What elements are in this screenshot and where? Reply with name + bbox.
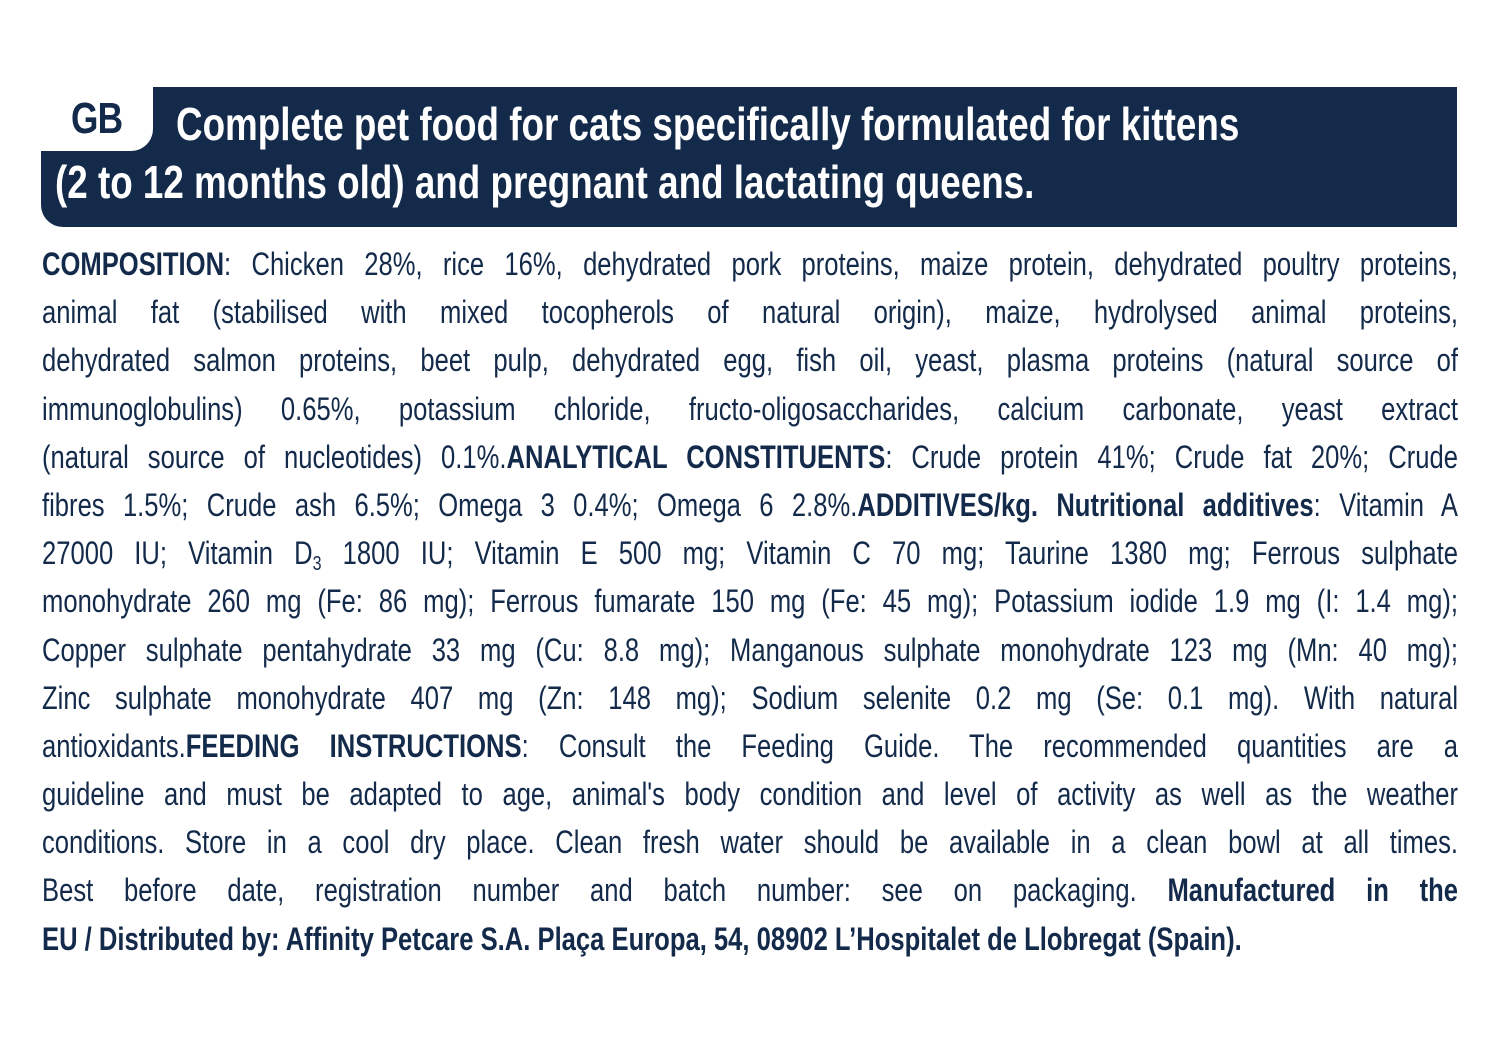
label-line-text [42,288,1458,336]
additives-text: Copper sulphate pentahydrate 33 mg (Cu: 8.8 mg); Manganous sulphate monohydrate 123 mg (Mn: 40 mg); [42,631,1458,668]
label-line [42,433,1458,481]
label-line [42,915,1458,963]
product-title-line-1: Complete pet food for cats specifically formulated for kittens [176,98,1240,150]
feeding-heading: FEEDING INSTRUCTIONS [185,727,522,764]
label-line [42,336,1458,384]
label-line-text [42,818,1458,866]
language-code: GB [71,94,123,143]
label-line [42,674,1458,722]
composition-text: dehydrated salmon proteins, beet pulp, dehydrated egg, fish oil, yeast, plasma proteins (natural source of [42,342,1458,379]
label-line [42,770,1458,818]
feeding-text: conditions. Store in a cool dry place. Clean fresh water should be available in a clean bowl at all times. [42,824,1458,861]
manufacturer-text: Manufactured in the [1136,872,1459,909]
vitamin-d-subscript: 3 [312,553,322,576]
label-line [42,481,1458,529]
feeding-text: : Consult the Feeding Guide. The recommended quantities are a [521,727,1459,764]
analytical-heading: ANALYTICAL CONSTITUENTS [506,438,886,475]
additives-text: Zinc sulphate monohydrate 407 mg (Zn: 148 mg); Sodium selenite 0.2 mg (Se: 0.1 mg). With natural [42,679,1458,716]
label-line [42,866,1458,914]
label-text [42,240,1458,963]
additives-text: : Vitamin A [1313,486,1459,523]
additives-text: 1800 IU; Vitamin E 500 mg; Vitamin C 70 mg; Taurine 1380 mg; Ferrous sulphate [321,535,1459,572]
analytical-text: fibres 1.5%; Crude ash 6.5%; Omega 3 0.4%; Omega 6 2.8%. [42,486,858,523]
additives-text: 27000 IU; Vitamin D [42,535,313,572]
label-line [42,240,1458,288]
composition-heading: COMPOSITION [42,246,225,282]
composition-text: : Chicken 28%, rice 16%, dehydrated pork proteins, maize protein, dehydrated poultry proteins, [224,246,1458,282]
label-line-text [42,529,1458,577]
label-line [42,529,1458,577]
label-line [42,288,1458,336]
label-line [42,626,1458,674]
label-line [42,722,1458,770]
label-line [42,385,1458,433]
label-line-text [42,674,1458,722]
label-line-text [42,336,1458,384]
composition-text: (natural source of nucleotides) 0.1%. [42,438,507,475]
label-line [42,577,1458,625]
language-badge [41,87,153,151]
analytical-text: : Crude protein 41%; Crude fat 20%; Crude [885,438,1459,475]
title-banner [41,87,1457,227]
label-line-text [42,385,1458,433]
feeding-text: guideline and must be adapted to age, animal's body condition and level of activity as well as the weather [42,776,1458,813]
manufacturer-text: EU / Distributed by: Affinity Petcare S.A. Plaça Europa, 54, 08902 L’Hospitalet de Llobregat (Spain). [42,920,1242,957]
additives-text: monohydrate 260 mg (Fe: 86 mg); Ferrous fumarate 150 mg (Fe: 45 mg); Potassium iodide 1.9 mg (I: 1.4 mg); [42,583,1458,620]
product-title-line-2: (2 to 12 months old) and pregnant and lactating queens. [55,156,1035,208]
label-line [42,818,1458,866]
label-line-text [42,770,1458,818]
label-line-text [42,915,1242,963]
composition-text: animal fat (stabilised with mixed tocopherols of natural origin), maize, hydrolysed animal proteins, [42,294,1458,331]
feeding-text: Best before date, registration number and batch number: see on packaging. [42,872,1137,909]
composition-text: immunoglobulins) 0.65%, potassium chloride, fructo-oligosaccharides, calcium carbonate, yeast extract [42,390,1458,427]
label-line-text [42,433,1458,481]
label-line-text [42,240,1458,288]
label-line-text [42,626,1458,674]
label-line-text [42,577,1458,625]
additives-text: antioxidants. [42,727,186,764]
label-line-text [42,722,1458,770]
label-line-text [42,481,1458,529]
additives-heading: ADDITIVES/kg. Nutritional additives [857,486,1314,523]
label-line-text [42,866,1458,914]
